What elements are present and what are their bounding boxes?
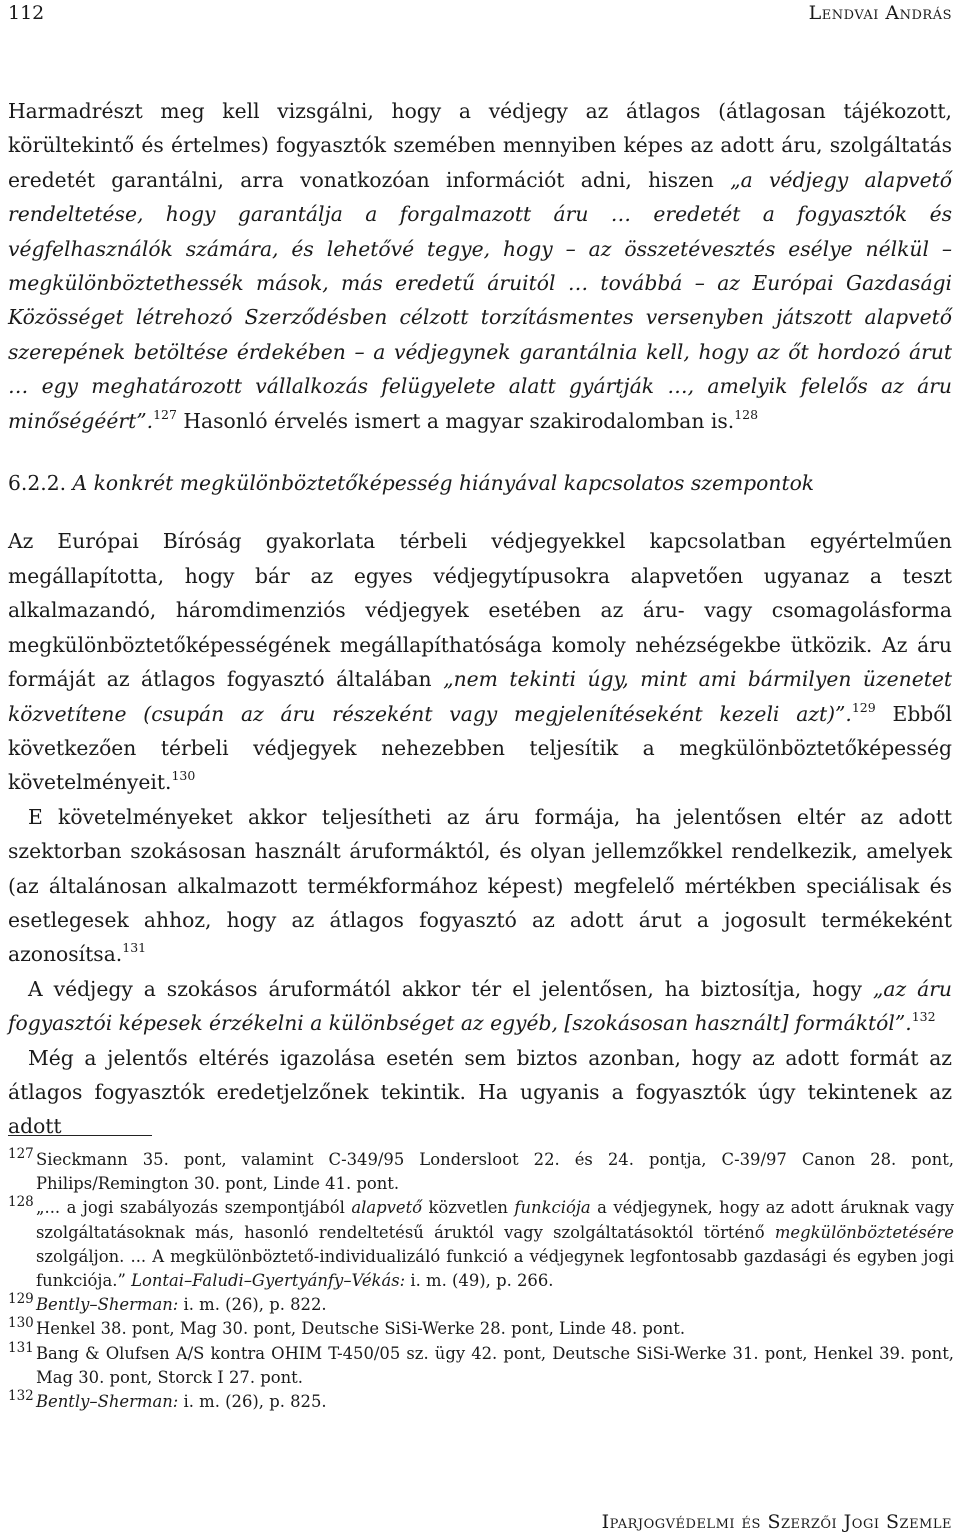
section-heading [8,466,952,500]
footnote-emphasis: funkciója [514,1198,591,1218]
paragraph-5 [8,1041,952,1144]
paragraph-text: Az Európai Bíróság gyakorlata térbeli védjegyekkel kapcsolatban egyértelműen megállapította, hogy bár az egyes védjegytípusokra alapvetően ugyanaz a teszt alkalmazandó, háromdimenziós védjegyek esetében az áru- vagy csomagolásforma megkülönböztetőképességének megállapíthatósága komoly nehézségekbe ütközik. Az áru formáját az átlagos fogyasztó általában [8,529,952,692]
paragraph-2 [8,524,952,799]
paragraph-text: Ebből következően térbeli védjegyek nehezebben teljesítik a megkülönböztetőképesség követelményeit. [8,701,952,795]
footnote-ref: 132 [911,1009,936,1025]
paragraph-text: Még a jelentős eltérés igazolása esetén sem biztos azonban, hogy az adott formát az átlagos fogyasztók eredetjelzőnek tekintik. Ha ugyanis a fogyasztók úgy tekintenek az adott [8,1045,952,1139]
footnote-number: 128 [8,1194,34,1211]
footnote-text: i. m. (26), p. 825. [178,1392,327,1412]
quotation: „nem tekinti úgy, mint ami bármilyen üzenetet közvetítene (csupán az áru részeként vagy megjelenítéseként kezeli azt)”. [8,667,952,726]
footnote-number: 130 [8,1315,34,1332]
footnote-text: i. m. (26), p. 822. [178,1295,327,1315]
footnote-authors: Bently–Sherman: [36,1392,179,1412]
footnote-text: „... a jogi szabályozás szempontjából [36,1198,352,1218]
footnote-emphasis: alapvető [351,1198,423,1218]
footnote-text: Sieckmann 35. pont, valamint C-349/95 Londersloot 22. és 24. pontja, C-39/97 Canon 28. pont, Philips/Remington 30. pont, Linde 41. pont. [36,1150,954,1194]
footnote-128 [8,1196,954,1293]
footnote-text: Henkel 38. pont, Mag 30. pont, Deutsche SiSi-Werke 28. pont, Linde 48. pont. [36,1319,686,1339]
running-head-author: Lendvai András [808,2,952,24]
footnote-127 [8,1148,954,1196]
footnote-132 [8,1390,954,1414]
footnote-ref: 127 [153,406,177,422]
footnote-ref: 131 [122,940,147,956]
footnote-ref: 130 [171,768,196,784]
footnote-number: 132 [8,1388,34,1405]
footnote-emphasis: megkülönböztetésére [774,1222,954,1242]
paragraph-1 [8,94,952,438]
paragraph-3 [8,800,952,972]
running-footer-journal: Iparjogvédelmi és Szerzői Jogi Szemle [601,1511,952,1533]
footnote-text: közvetlen [422,1198,515,1218]
footnote-129 [8,1293,954,1317]
paragraph-text: Harmadrészt meg kell vizsgálni, hogy a védjegy az átlagos (átlagosan tájékozott, körültekintő és értelmes) fogyasztók szemében mennyiben képes az adott áru, szolgáltatás eredetét garantálni, arra vonatkozóan információt adni, hiszen [8,99,952,192]
footnote-authors: Lontai–Faludi–Gyertyánfy–Vékás: [131,1271,406,1291]
paragraph-4 [8,972,952,1041]
footnote-ref: 129 [851,699,876,715]
section-number: 6.2.2. [8,471,67,496]
footnote-authors: Bently–Sherman: [36,1295,179,1315]
footnote-text: a védjegynek, hogy az adott áruknak vagy szolgáltatásoknak más, hasonló rendeltetésű áruktól vagy szolgáltatásoktól történő [36,1198,954,1242]
main-text [8,94,952,1144]
footnote-130 [8,1317,954,1341]
footnote-number: 129 [8,1291,34,1308]
section-title: A konkrét megkülönböztetőképesség hiányával kapcsolatos szempontok [66,471,815,496]
paragraph-text: E követelményeket akkor teljesítheti az áru formája, ha jelentősen eltér az adott szektorban szokásosan használt áruformáktól, és olyan jellemzőkkel rendelkezik, amelyek (az általánosan alkalmazott termékformához képest) megfelelő mértékben speciálisak és esetlegesek ahhoz, hogy az átlagos fogyasztó az adott árut a jogosult termékeként azonosítsa. [8,804,952,967]
footnote-number: 127 [8,1146,34,1162]
footnote-separator [8,1135,152,1136]
paragraph-text: Hasonló érvelés ismert a magyar szakirodalomban is. [176,408,735,433]
footnote-131 [8,1339,954,1390]
footnote-text: i. m. (49), p. 266. [405,1271,554,1291]
footnote-number: 131 [8,1339,34,1356]
footnotes [8,1148,954,1414]
footnote-text: szolgáljon. ... A megkülönböztető-individualizáló funkció a védjegynek legfontosabb gazdasági és egyben jogi funkciója.” [36,1246,954,1291]
footnote-text: Bang & Olufsen A/S kontra OHIM T-450/05 sz. ügy 42. pont, Deutsche SiSi-Werke 31. pont, Henkel 39. pont, Mag 30. pont, Storck I 27. pont. [36,1343,954,1387]
page-number: 112 [8,2,45,24]
paragraph-text: A védjegy a szokásos áruformától akkor tér el jelentősen, ha biztosítja, hogy [28,976,873,1001]
footnote-ref: 128 [734,406,759,422]
quotation: „az áru fogyasztói képesek érzékelni a különbséget az egyéb, [szokásosan használt] formáktól”. [8,976,952,1036]
quotation: „a védjegy alapvető rendeltetése, hogy garantálja a forgalmazott áru … eredetét a fogyasztók és végfelhasználók számára, és lehetővé tegye, hogy – az összetévesztés esélye nélkül – megkülönböztethessék mások, más eredetű áruitól … továbbá – az Európai Gazdasági Közösséget létrehozó Szerződésben célzott torzításmentes versenyben játszott alapvető szerepének betöltése érdekében – a védjegynek garantálnia kell, hogy az őt hordozó árut … egy meghatározott vállalkozás felügyelete alatt gyártják …, amelyik felelős az áru minőségéért”. [8,167,952,433]
